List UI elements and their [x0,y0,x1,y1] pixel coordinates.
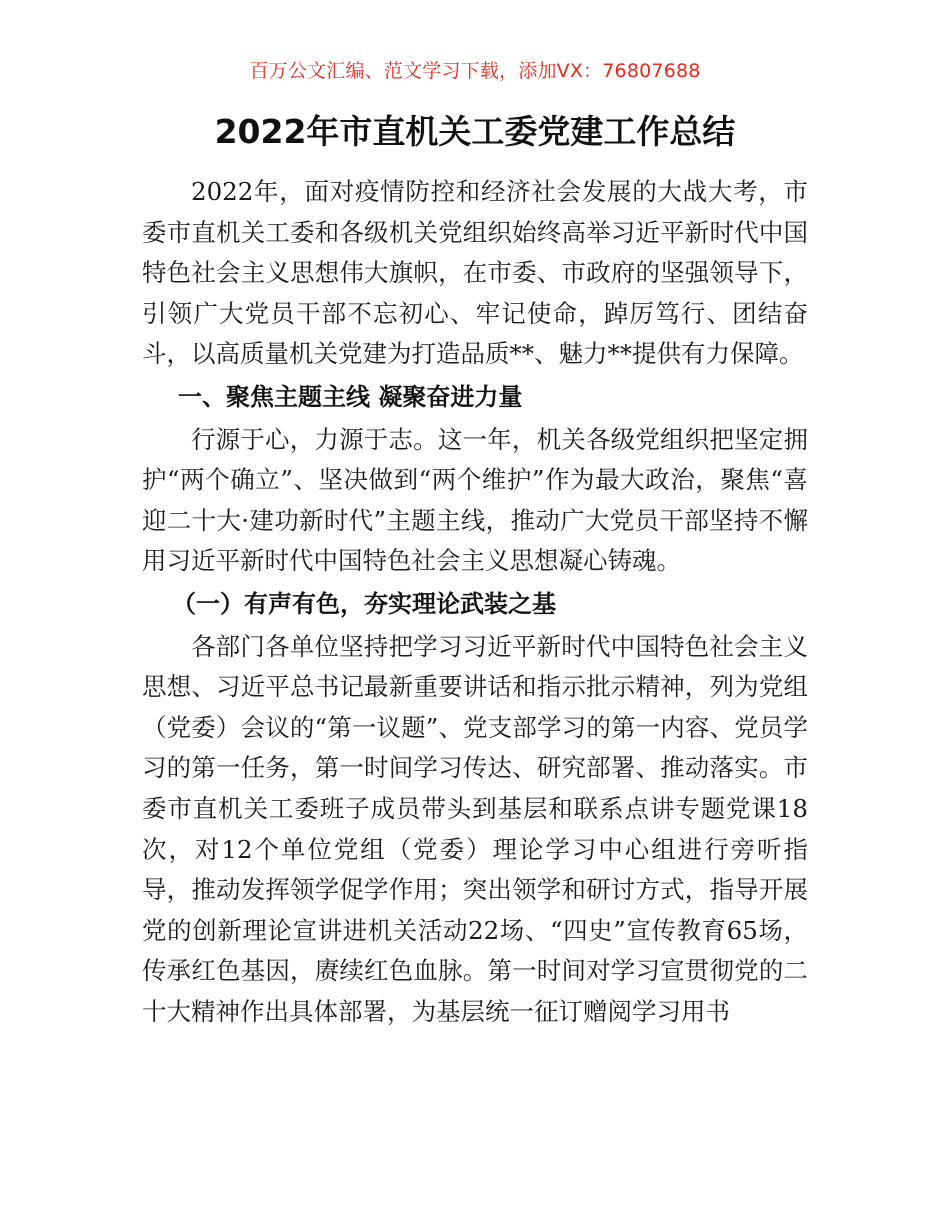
document-body [142,172,808,1032]
intro-paragraph: 2022年，面对疫情防控和经济社会发展的大战大考，市委市直机关工委和各级机关党组织始终高举习近平新时代中国特色社会主义思想伟大旗帜，在市委、市政府的坚强领导下，引领广大党员干部不忘初心、牢记使命，踔厉笃行、团结奋斗，以高质量机关党建为打造品质**、魅力**提供有力保障。 [142,177,808,369]
header-banner: 百万公文汇编、范文学习下载，添加VX：76807688 [249,60,701,82]
section-heading-1: 一、聚焦主题主线 凝聚奋进力量 [178,382,523,411]
subsection-heading-1: （一）有声有色，夯实理论武装之基 [172,589,556,618]
document-title: 2022年市直机关工委党建工作总结 [214,112,736,151]
subsection-1-paragraph: 各部门各单位坚持把学习习近平新时代中国特色社会主义思想、习近平总书记最新重要讲话和指示批示精神，列为党组（党委）会议的“第一议题”、党支部学习的第一内容、党员学习的第一任务，第一时间学习传达、研究部署、推动落实。市委市直机关工委班子成员带头到基层和联系点讲专题党课18次，对12个单位党组（党委）理论学习中心组进行旁听指导，推动发挥领学促学作用；突出领学和研讨方式，指导开展党的创新理论宣讲进机关活动22场、“四史”宣传教育65场，传承红色基因，赓续红色血脉。第一时间对学习宣贯彻党的二十大精神作出具体部署，为基层统一征订赠阅学习用书 [142,631,808,1026]
section-1-paragraph: 行源于心，力源于志。这一年，机关各级党组织把坚定拥护“两个确立”、坚决做到“两个维护”作为最大政治，聚焦“喜迎二十大·建功新时代”主题主线，推动广大党员干部坚持不懈用习近平新时代中国特色社会主义思想凝心铸魂。 [142,424,808,576]
